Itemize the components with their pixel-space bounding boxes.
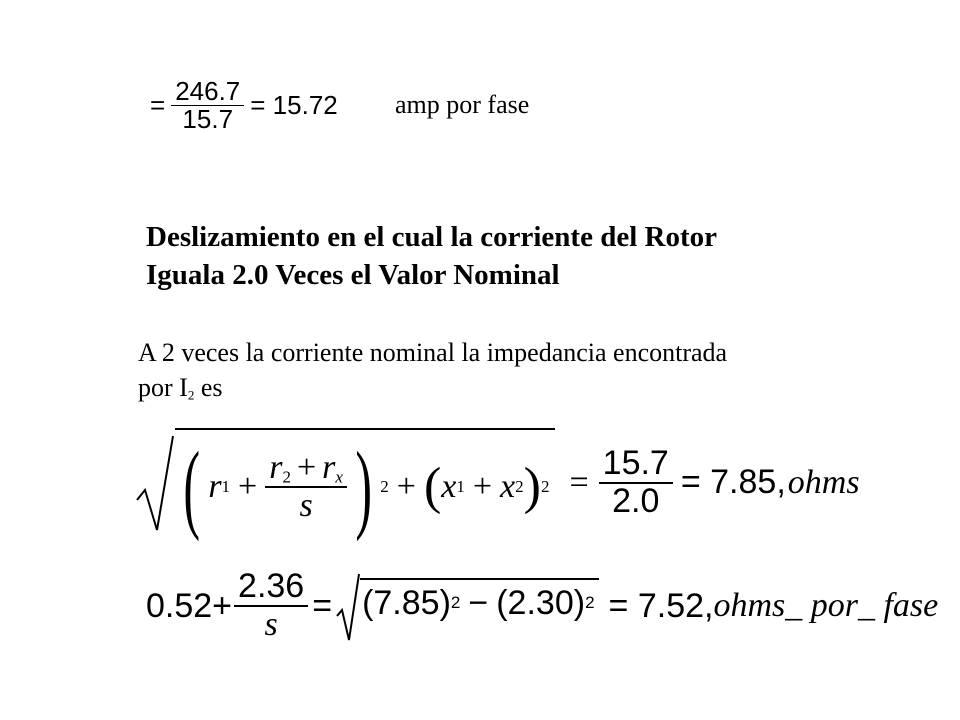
subscript: 2 [187,387,195,403]
unit-label: ohms_ por_ fase [713,587,939,624]
fraction-numerator: 2.36 [238,567,305,606]
paren-open: ( [423,457,442,515]
radical-sign [135,430,175,535]
paragraph-text-suffix: es [194,373,223,402]
radicand: ( r 1 + $\frac{r_2 + r_x}{s}$ ) 2 + ( x 1 + x 2 ) 2 [175,428,555,535]
paragraph-text: por I [138,373,188,402]
term-b: (2.30) [496,583,586,622]
minus-sign: − [468,583,489,622]
section-heading [146,218,717,294]
fraction-denominator: s [299,486,313,524]
equation-slip [146,560,938,652]
unit-label: ohms [787,463,860,501]
var-x2: x [500,467,516,505]
var-r1: r [208,467,222,505]
fraction-denominator: s [264,606,278,643]
unit-label: amp por fase [395,90,530,119]
equals-sign: = [312,586,333,625]
fraction-numerator: 246.7 [175,76,241,106]
paren-close: ) [523,457,541,515]
fraction-denominator: 2.0 [612,481,660,520]
equation-current-result [150,78,338,134]
fraction [171,78,244,134]
heading-line-2: Iguala 2.0 Veces el Valor Nominal [146,259,560,291]
paragraph-line-1: A 2 veces la corriente nominal la impedancia encontrada [138,338,728,367]
result-value: = 7.52, [608,586,714,625]
plus-sign: + [238,467,258,505]
fraction-numerator [265,450,347,486]
result-value: = 7.85, [680,463,786,501]
sub-x: x [335,467,343,487]
description-paragraph [138,335,727,405]
var-rx: r [322,448,336,486]
paren-close: ) [355,430,372,542]
equals-sign: = [150,90,166,121]
result-value: = 15.72 [250,90,338,121]
radical-icon [135,430,175,535]
fraction-slip [234,569,308,642]
sub-2: 2 [282,467,291,487]
term-a: (7.85) [362,583,451,622]
fraction-r [265,450,347,523]
var-x1: x [441,467,457,505]
fraction-numerator: 15.7 [602,443,669,482]
equation-impedance [135,425,860,540]
radicand: (7.85) 2 − (2.30) 2 [360,578,598,623]
paren-open: ( [183,430,200,542]
equals-sign: = [569,463,589,501]
paragraph-line-2 [138,370,727,405]
heading-line-1: Deslizamiento en el cual la corriente del Rotor [146,221,717,253]
left-term: 0.52+ [146,586,233,625]
plus-sign: + [396,467,416,505]
fraction-current [599,443,673,520]
radical-icon [336,570,360,642]
plus-sign: + [472,467,493,505]
radical-sign [336,570,360,642]
fraction-denominator: 15.7 [182,104,234,135]
var-r2: r [269,448,283,486]
plus-sign: + [296,448,317,486]
